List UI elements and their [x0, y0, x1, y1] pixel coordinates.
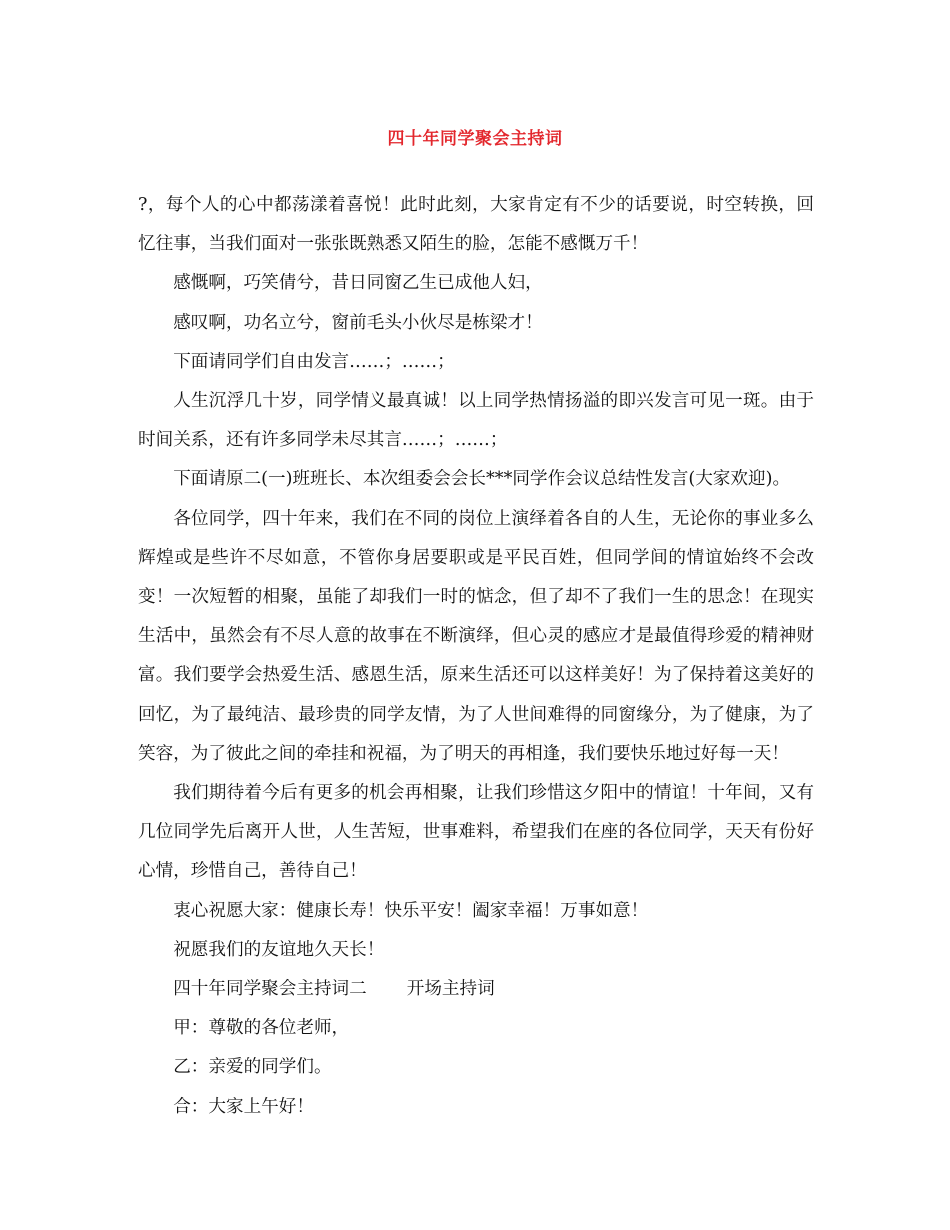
section-heading-title: 四十年同学聚会主持词二 — [173, 979, 367, 1000]
paragraph: 我们期待着今后有更多的机会再相聚，让我们珍惜这夕阳中的情谊！十年间，又有几位同学先后离开人世，人生苦短，世事难料，希望我们在座的各位同学，天天有份好心情，珍惜自己，善待自己！ — [138, 783, 814, 882]
paragraph: 感慨啊，巧笑倩兮，昔日同窗乙生已成他人妇， — [173, 273, 543, 294]
document-body — [138, 186, 814, 1127]
section-heading — [138, 970, 814, 1009]
paragraph: 感叹啊，功名立兮，窗前毛头小伙尽是栋梁才！ — [173, 312, 543, 333]
dialogue-line: 合：大家上午好！ — [173, 1096, 314, 1117]
paragraph: 下面请同学们自由发言……；……； — [173, 351, 455, 372]
paragraph: 人生沉浮几十岁，同学情义最真诚！以上同学热情扬溢的即兴发言可见一斑。由于时间关系，还有许多同学未尽其言……；……； — [138, 391, 814, 451]
paragraph: 祝愿我们的友谊地久天长！ — [173, 939, 385, 960]
dialogue-line: 甲：尊敬的各位老师， — [173, 1018, 350, 1039]
paragraph: 下面请原二(一)班班长、本次组委会会长***同学作会议总结性发言(大家欢迎)。 — [173, 469, 791, 490]
dialogue-line: 乙：亲爱的同学们。 — [173, 1057, 332, 1078]
section-heading-subtitle: 开场主持词 — [406, 979, 495, 1000]
paragraph: ?，每个人的心中都荡漾着喜悦！此时此刻，大家肯定有不少的话要说，时空转换，回忆往事，当我们面对一张张既熟悉又陌生的脸，怎能不感慨万千！ — [138, 195, 814, 255]
paragraph: 衷心祝愿大家：健康长寿！快乐平安！阖家幸福！万事如意！ — [173, 900, 649, 921]
paragraph: 各位同学，四十年来，我们在不同的岗位上演绎着各自的人生，无论你的事业多么辉煌或是些许不尽如意，不管你身居要职或是平民百姓，但同学间的情谊始终不会改变！一次短暂的相聚，虽能了却我们一时的惦念，但了却不了我们一生的思念！在现实生活中，虽然会有不尽人意的故事在不断演绎，但心灵的感应才是最值得珍爱的精神财富。我们要学会热爱生活、感恩生活，原来生活还可以这样美好！为了保持着这美好的回忆，为了最纯洁、最珍贵的同学友情，为了人世间难得的同窗缘分，为了健康，为了笑容，为了彼此之间的牵挂和祝福，为了明天的再相逢，我们要快乐地过好每一天！ — [138, 508, 814, 764]
document-title: 四十年同学聚会主持词 — [387, 129, 563, 149]
